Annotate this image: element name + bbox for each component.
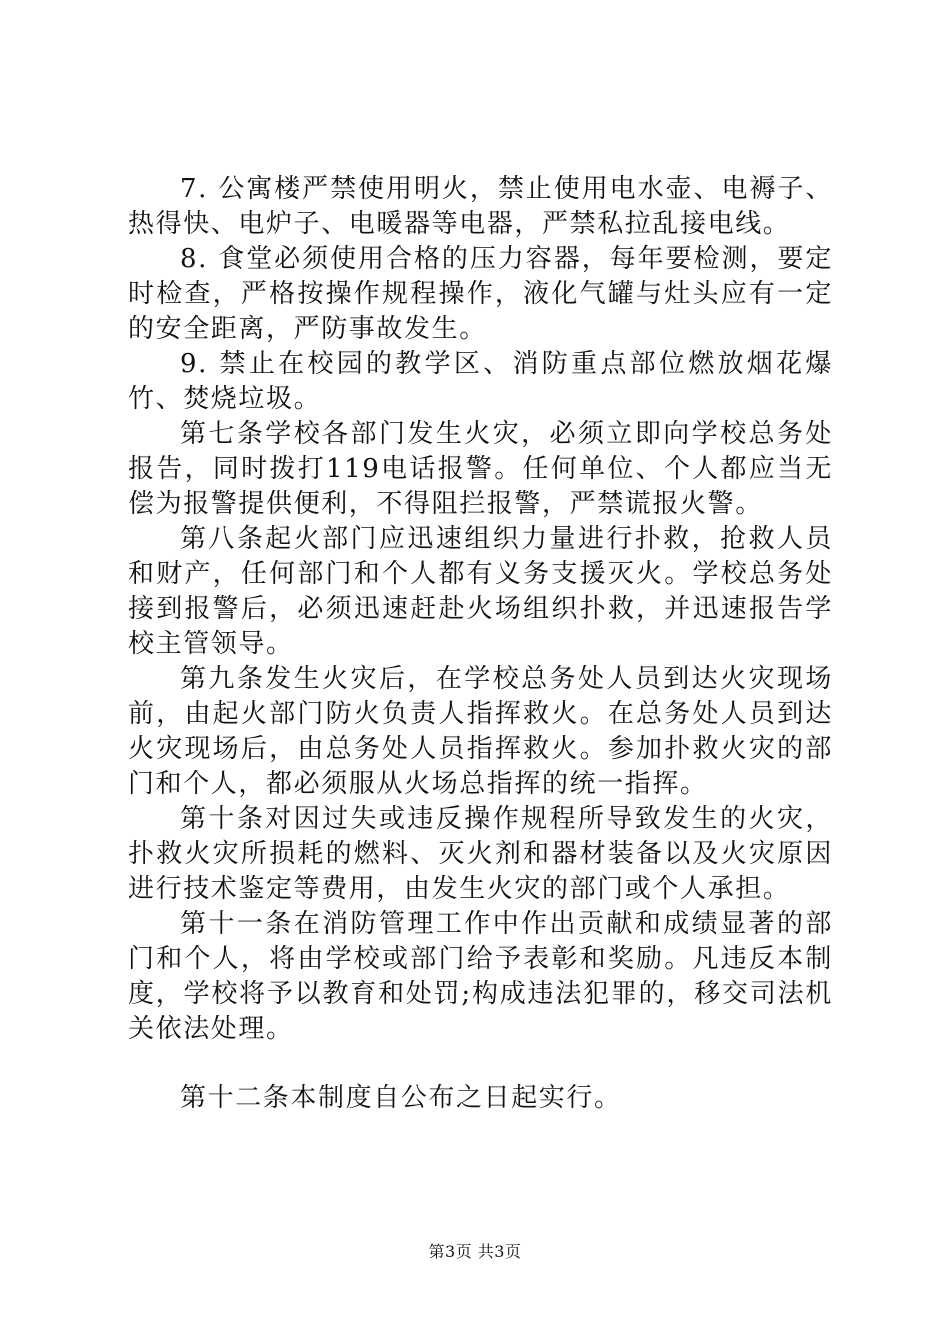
page-number-footer: 第3页 共3页 bbox=[428, 1242, 522, 1261]
paragraph-article-11: 第十一条在消防管理工作中作出贡献和成绩显著的部门和个人，将由学校或部门给予表彰和奖励。凡违反本制度，学校将予以教育和处罚;构成违法犯罪的，移交司法机关依法处理。 bbox=[128, 909, 833, 1044]
paragraph-article-10: 第十条对因过失或违反操作规程所导致发生的火灾，扑救火灾所损耗的燃料、灭火剂和器材装备以及火灾原因进行技术鉴定等费用，由发生火灾的部门或个人承担。 bbox=[128, 804, 833, 904]
paragraph-article-7: 第七条学校各部门发生火灾，必须立即向学校总务处报告，同时拨打119电话报警。任何单位、个人都应当无偿为报警提供便利，不得阻拦报警，严禁谎报火警。 bbox=[128, 419, 833, 519]
document-body bbox=[128, 172, 833, 1116]
paragraph-article-12: 第十二条本制度自公布之日起实行。 bbox=[180, 1083, 622, 1113]
paragraph-item-9: 9. 禁止在校园的教学区、消防重点部位燃放烟花爆竹、焚烧垃圾。 bbox=[128, 349, 833, 414]
paragraph-item-7: 7. 公寓楼严禁使用明火，禁止使用电水壶、电褥子、热得快、电炉子、电暖器等电器，严禁私拉乱接电线。 bbox=[128, 174, 833, 239]
paragraph-article-9: 第九条发生火灾后，在学校总务处人员到达火灾现场前，由起火部门防火负责人指挥救火。在总务处人员到达火灾现场后，由总务处人员指挥救火。参加扑救火灾的部门和个人，都必须服从火场总指挥的统一指挥。 bbox=[128, 664, 833, 799]
paragraph-item-8: 8. 食堂必须使用合格的压力容器，每年要检测，要定时检查，严格按操作规程操作，液化气罐与灶头应有一定的安全距离，严防事故发生。 bbox=[128, 244, 833, 344]
paragraph-article-8: 第八条起火部门应迅速组织力量进行扑救，抢救人员和财产，任何部门和个人都有义务支援灭火。学校总务处接到报警后，必须迅速赶赴火场组织扑救，并迅速报告学校主管领导。 bbox=[128, 524, 833, 659]
